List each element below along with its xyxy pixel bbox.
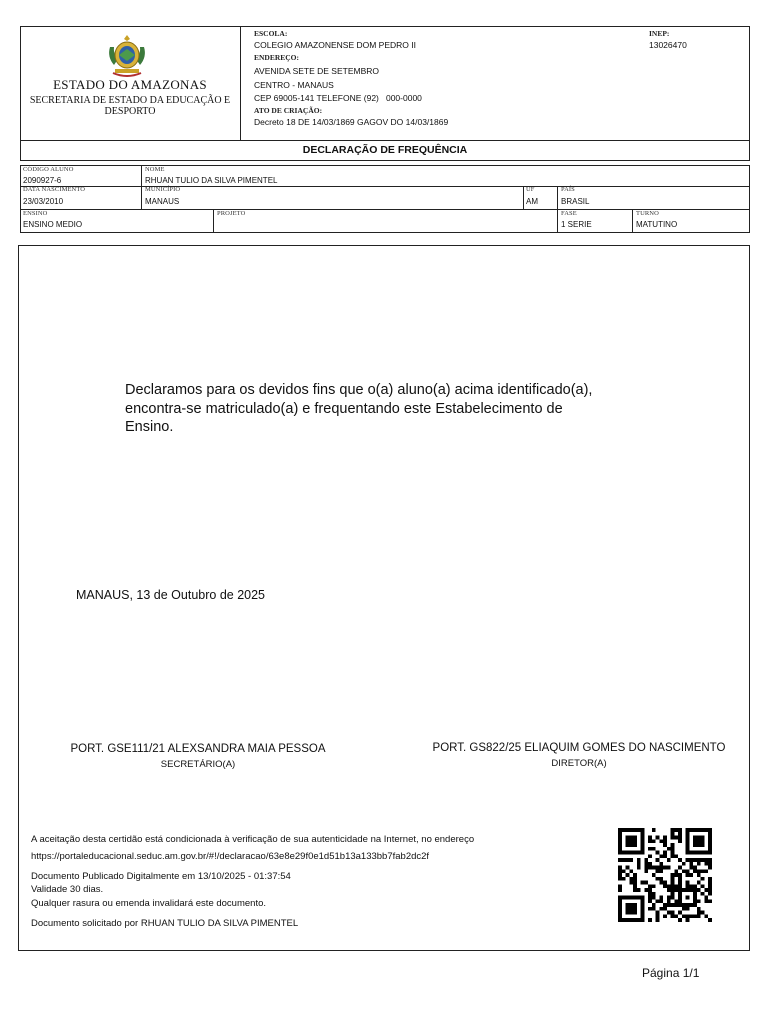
address-line3: CEP 69005-141 TELEFONE (92) 000-0000 <box>254 93 422 103</box>
school-value: COLEGIO AMAZONENSE DOM PEDRO II <box>254 40 416 50</box>
qr-code-icon <box>615 828 715 922</box>
address-line2: CENTRO - MANAUS <box>254 80 334 90</box>
country-value: BRASIL <box>561 197 590 206</box>
student-code-value: 2090927-6 <box>23 176 62 185</box>
student-name-label: NOME <box>145 166 165 173</box>
student-name-value: RHUAN TULIO DA SILVA PIMENTEL <box>145 176 278 185</box>
address-line1: AVENIDA SETE DE SETEMBRO <box>254 66 380 76</box>
phase-value: 1 SERIE <box>561 220 592 229</box>
document-title: DECLARAÇÃO DE FREQUÊNCIA <box>302 144 468 156</box>
address-label: ENDEREÇO: <box>254 53 300 62</box>
declaration-line-3: Ensino. <box>125 419 174 435</box>
project-label: PROJETO <box>217 210 246 217</box>
tamper-warning: Qualquer rasura ou emenda invalidará este documento. <box>31 898 267 909</box>
city-value: MANAUS <box>145 197 180 206</box>
birth-date-value: 23/03/2010 <box>23 197 64 206</box>
secretary-signature-role: SECRETÁRIO(A) <box>160 759 236 770</box>
declaration-line-2: encontra-se matriculado(a) e frequentando este Estabelecimento de <box>125 401 563 417</box>
shift-label: TURNO <box>636 210 659 217</box>
secretary-signature-name: PORT. GSE111/21 ALEXSANDRA MAIA PESSOA <box>70 743 326 755</box>
declaration-line-1: Declaramos para os devidos fins que o(a) aluno(a) acima identificado(a), <box>125 382 593 398</box>
creation-label: ATO DE CRIAÇÃO: <box>254 106 323 115</box>
uf-value: AM <box>526 197 538 206</box>
level-value: ENSINO MEDIO <box>23 220 83 229</box>
creation-value: Decreto 18 DE 14/03/1869 GAGOV DO 14/03/1869 <box>254 117 449 127</box>
uf-label: UF <box>526 186 535 193</box>
page-number: Página 1/1 <box>642 966 700 980</box>
birth-date-label: DATA NASCIMENTO <box>23 186 86 193</box>
validity-notice: Validade 30 dias. <box>31 884 104 895</box>
school-label: ESCOLA: <box>254 29 288 38</box>
phase-label: FASE <box>561 210 577 217</box>
shift-value: MATUTINO <box>636 220 678 229</box>
published-date: Documento Publicado Digitalmente em 13/10/2025 - 01:37:54 <box>31 871 291 882</box>
place-and-date: MANAUS, 13 de Outubro de 2025 <box>76 588 266 602</box>
level-label: ENSINO <box>23 210 48 217</box>
inep-value: 13026470 <box>649 40 687 50</box>
director-signature-name: PORT. GS822/25 ELIAQUIM GOMES DO NASCIMENTO <box>432 742 726 754</box>
city-label: MUNICÍPIO <box>145 186 181 193</box>
secretariat-name: SECRETARIA DE ESTADO DA EDUCAÇÃO E DESPORTO <box>29 95 231 117</box>
requested-by: Documento solicitado por RHUAN TULIO DA SILVA PIMENTEL <box>31 918 299 929</box>
coat-of-arms-icon <box>106 33 148 79</box>
inep-label: INEP: <box>649 29 670 38</box>
student-code-label: CÓDIGO ALUNO <box>23 166 74 173</box>
country-label: PAÍS <box>561 186 575 193</box>
authenticity-notice: A aceitação desta certidão está condicionada à verificação de sua autenticidade na Internet, no endereço <box>31 834 475 845</box>
authenticity-url[interactable]: https://portaleducacional.seduc.am.gov.br/#!/declaracao/63e8e29f0e1d51b13a133bb7fab2dc2f <box>31 851 430 862</box>
director-signature-role: DIRETOR(A) <box>551 758 607 769</box>
state-name: ESTADO DO AMAZONAS <box>53 77 207 92</box>
